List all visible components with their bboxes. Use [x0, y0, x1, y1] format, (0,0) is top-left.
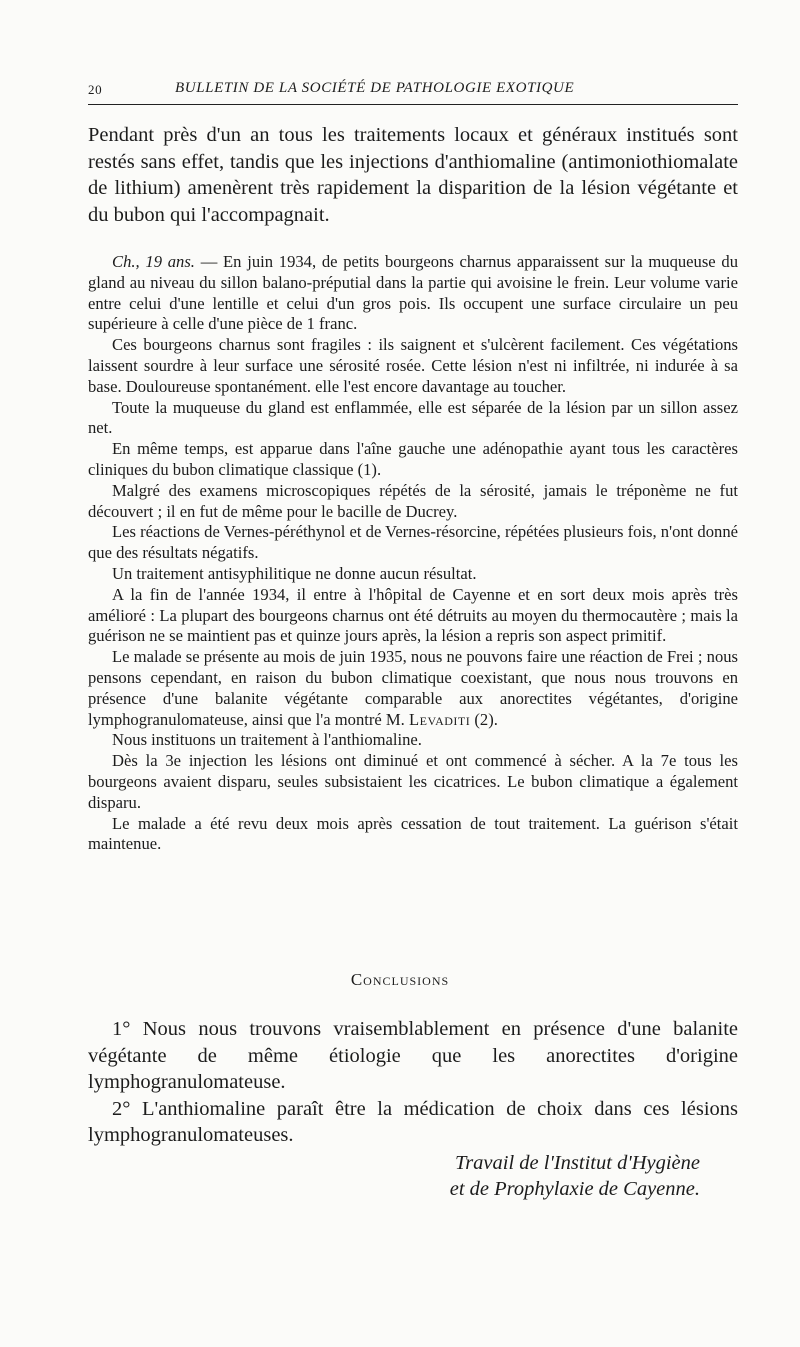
- case-paragraph: [88, 647, 738, 730]
- case-paragraph: Malgré des examens microscopiques répétés de la sérosité, jamais le tréponème ne fut découvert ; il en fut de même pour le bacille de Ducrey.: [88, 480, 738, 521]
- conclusion-item: 2° L'anthiomaline paraît être la médication de choix dans ces lésions lymphogranulomateuses.: [88, 1097, 738, 1146]
- frei-text-after: (2).: [474, 709, 498, 729]
- page-number: 20: [88, 82, 103, 97]
- case-paragraph: Ces bourgeons charnus sont fragiles : ils saignent et s'ulcèrent facilement. Ces végétations laissent sourdre à leur surface une sérosité rosée. Cette lésion n'est ni infiltrée, ni indurée à sa base. Douloureuse spontanément. elle l'est encore davantage au toucher.: [88, 335, 738, 396]
- conclusions-list: [88, 1016, 738, 1149]
- conclusion-item: 1° Nous nous trouvons vraisemblablement en présence d'une balanite végétante de même étiologie que les anorectites d'origine lymphogranulomateuse.: [88, 1018, 738, 1093]
- patient-label: Ch., 19 ans.: [112, 252, 195, 271]
- header-rule: [88, 104, 738, 105]
- lead-text: Pendant près d'un an tous les traitements locaux et généraux institués sont restés sans effet, tandis que les injections d'anthiomaline (antimoniothiomalate de lithium) amenèrent très rapidement la disparition de la lésion végétante et du bubon qui l'accompagnait.: [88, 124, 738, 226]
- case-paragraph: Toute la muqueuse du gland est enflammée, elle est séparée de la lésion par un sillon assez net.: [88, 397, 738, 438]
- frei-text-before: Le malade se présente au mois de juin 1935, nous ne pouvons faire une réaction de Frei ; nous pensons cependant, en raison du bubon climatique coexistant, que nous nous trouvons en présence d'une balanite végétante comparable aux anorectites végétantes, d'origine lymphogranulomateuse, ainsi que l'a montré M.: [88, 647, 738, 729]
- case-paragraph: En même temps, est apparue dans l'aîne gauche une adénopathie ayant tous les caractères cliniques du bubon climatique classique (1).: [88, 439, 738, 479]
- case-paragraph: [88, 252, 738, 335]
- case-paragraph: Nous instituons un traitement à l'anthiomaline.: [112, 730, 422, 750]
- institution-signature: [300, 1150, 700, 1202]
- case-report: [88, 252, 738, 855]
- conclusions-heading: Conclusions: [350, 970, 450, 989]
- case-paragraph: A la fin de l'année 1934, il entre à l'hôpital de Cayenne et en sort deux mois après très amélioré : La plupart des bourgeons charnus ont été détruits au moyen du thermocautère ; mais la guérison ne se maintient pas et quinze jours après, la lésion a repris son aspect primitif.: [88, 584, 738, 646]
- signature-line: Travail de l'Institut d'Hygiène: [454, 1152, 700, 1174]
- case-paragraph: Les réactions de Vernes-péréthynol et de Vernes-résorcine, répétées plusieurs fois, n'ont donné que des résultats négatifs.: [88, 522, 738, 563]
- cited-author: Levaditi: [408, 709, 471, 729]
- page-header: [88, 78, 738, 104]
- case-paragraph: Le malade a été revu deux mois après cessation de tout traitement. La guérison s'était maintenue.: [88, 813, 738, 854]
- case-paragraph-text: — En juin 1934, de petits bourgeons charnus apparaissent sur la muqueuse du gland au niveau du sillon balano-préputial dans la partie qui avoisine le frein. Leur volume varie entre celui d'une lentille et celui d'un gros pois. Ils occupent une surface circulaire un peu supérieure à celle d'une pièce de 1 franc.: [88, 252, 738, 334]
- signature-line: et de Prophylaxie de Cayenne.: [449, 1178, 700, 1200]
- running-title: BULLETIN DE LA SOCIÉTÉ DE PATHOLOGIE EXOTIQUE: [175, 80, 575, 96]
- case-paragraph: Dès la 3e injection les lésions ont diminué et ont commencé à sécher. A la 7e tous les bourgeons avaient disparu, seules subsistaient les cicatrices. Le bubon climatique a également disparu.: [88, 751, 738, 812]
- lead-paragraph: [88, 122, 738, 228]
- case-paragraph: Un traitement antisyphilitique ne donne aucun résultat.: [112, 563, 477, 583]
